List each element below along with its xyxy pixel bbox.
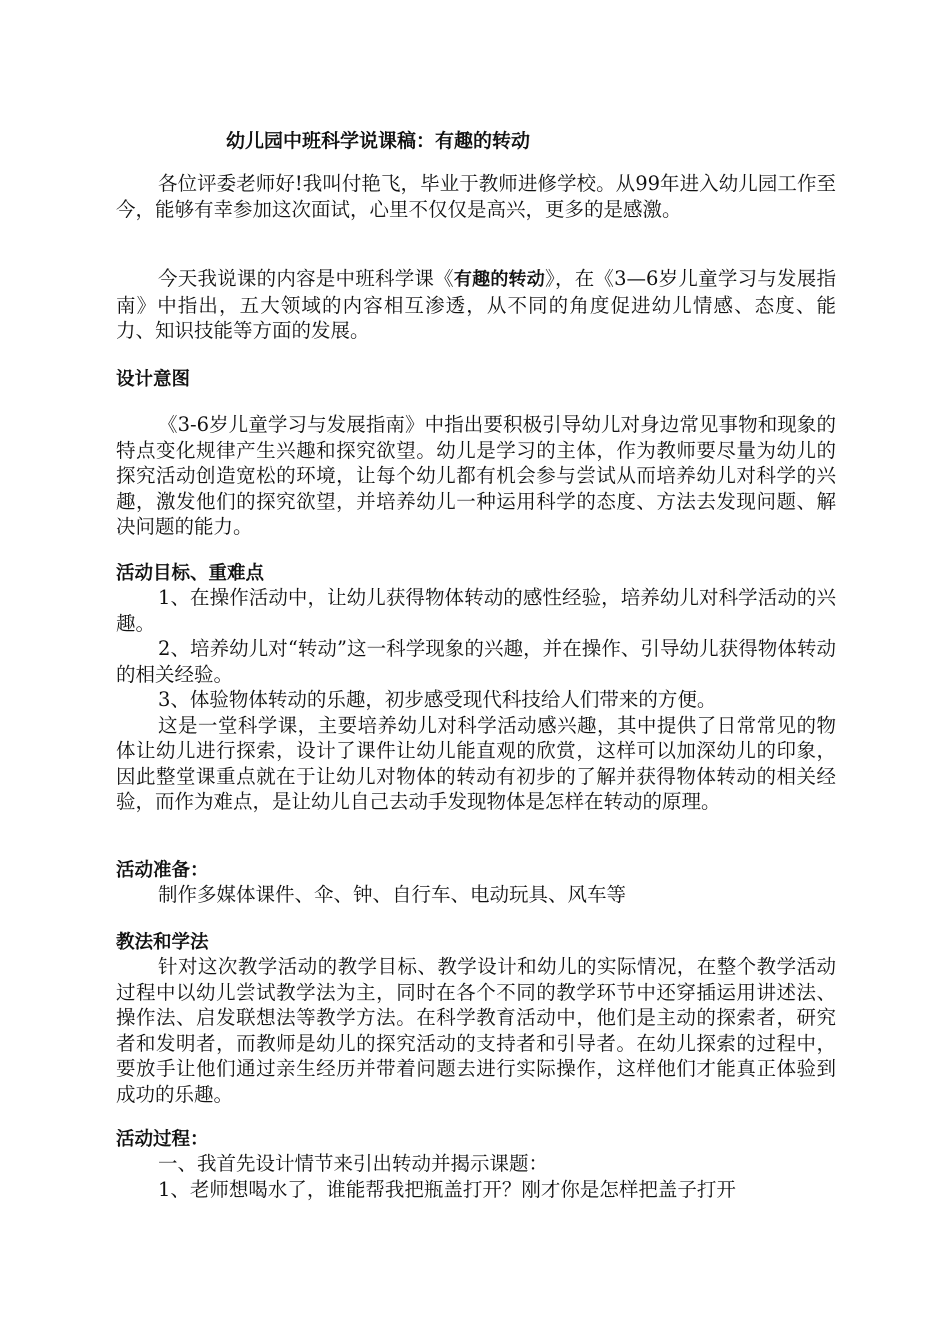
section-heading-methods: 教法和学法 xyxy=(116,932,209,953)
section-heading-process: 活动过程： xyxy=(116,1129,209,1150)
goal-item: 2、培养幼儿对“转动”这一科学现象的兴趣，并在操作、引导幼儿获得物体转动的相关经验。 xyxy=(116,637,836,686)
content-text-start: 今天我说课的内容是中班科学课《 xyxy=(158,267,454,290)
goal-summary: 这是一堂科学课，主要培养幼儿对科学活动感兴趣，其中提供了日常常见的物体让幼儿进行探索，设计了课件让幼儿能直观的欣赏，这样可以加深幼儿的印象，因此整堂课重点就在于让幼儿对物体的转动有初步的了解并获得物体转动的相关经验，而作为难点，是让幼儿自己去动手发现物体是怎样在转动的原理。 xyxy=(116,713,836,813)
intro-paragraph: 各位评委老师好!我叫付艳飞，毕业于教师进修学校。从99年进入幼儿园工作至今，能够有幸参加这次面试，心里不仅仅是高兴，更多的是感激。 xyxy=(116,172,836,221)
preparation-paragraph: 制作多媒体课件、伞、钟、自行车、电动玩具、风车等 xyxy=(158,883,627,906)
methods-paragraph: 针对这次教学活动的教学目标、教学设计和幼儿的实际情况，在整个教学活动过程中以幼儿尝试教学法为主，同时在各个不同的教学环节中还穿插运用讲述法、操作法、启发联想法等教学方法。在科学教育活动中，他们是主动的探索者，研究者和发明者，而教师是幼儿的探究活动的支持者和引导者。在幼儿探索的过程中，要放手让他们通过亲生经历并带着问题去进行实际操作，这样他们才能真正体验到成功的乐趣。 xyxy=(116,955,836,1106)
section-heading-preparation: 活动准备： xyxy=(116,860,209,881)
content-text-end: 》，在《3—6岁儿童学习与发展指南》中指出，五大领域的内容相互渗透，从不同的角度促进幼儿情感、态度、能力、知识技能等方面的发展。 xyxy=(116,267,836,342)
process-item: 1、老师想喝水了，谁能帮我把瓶盖打开？刚才你是怎样把盖子打开 xyxy=(158,1177,736,1201)
section-heading-design: 设计意图 xyxy=(116,369,191,390)
section-heading-goals: 活动目标、重难点 xyxy=(116,563,265,584)
course-name: 有趣的转动 xyxy=(453,269,545,290)
document-title: 幼儿园中班科学说课稿：有趣的转动 xyxy=(226,130,531,152)
process-list xyxy=(116,1151,836,1202)
process-item: 一、我首先设计情节来引出转动并揭示课题： xyxy=(158,1152,549,1175)
goal-item: 3、体验物体转动的乐趣，初步感受现代科技给人们带来的方便。 xyxy=(158,688,717,711)
design-paragraph: 《3-6岁儿童学习与发展指南》中指出要积极引导幼儿对身边常见事物和现象的特点变化规律产生兴趣和探究欲望。幼儿是学习的主体，作为教师要尽量为幼儿的探究活动创造宽松的环境，让每个幼儿都有机会参与尝试从而培养幼儿对科学的兴趣，激发他们的探究欲望，并培养幼儿一种运用科学的态度、方法去发现问题、解决问题的能力。 xyxy=(116,413,836,538)
content-paragraph xyxy=(116,266,836,344)
goals-list xyxy=(116,585,836,815)
goal-item: 1、在操作活动中，让幼儿获得物体转动的感性经验，培养幼儿对科学活动的兴趣。 xyxy=(116,586,836,635)
